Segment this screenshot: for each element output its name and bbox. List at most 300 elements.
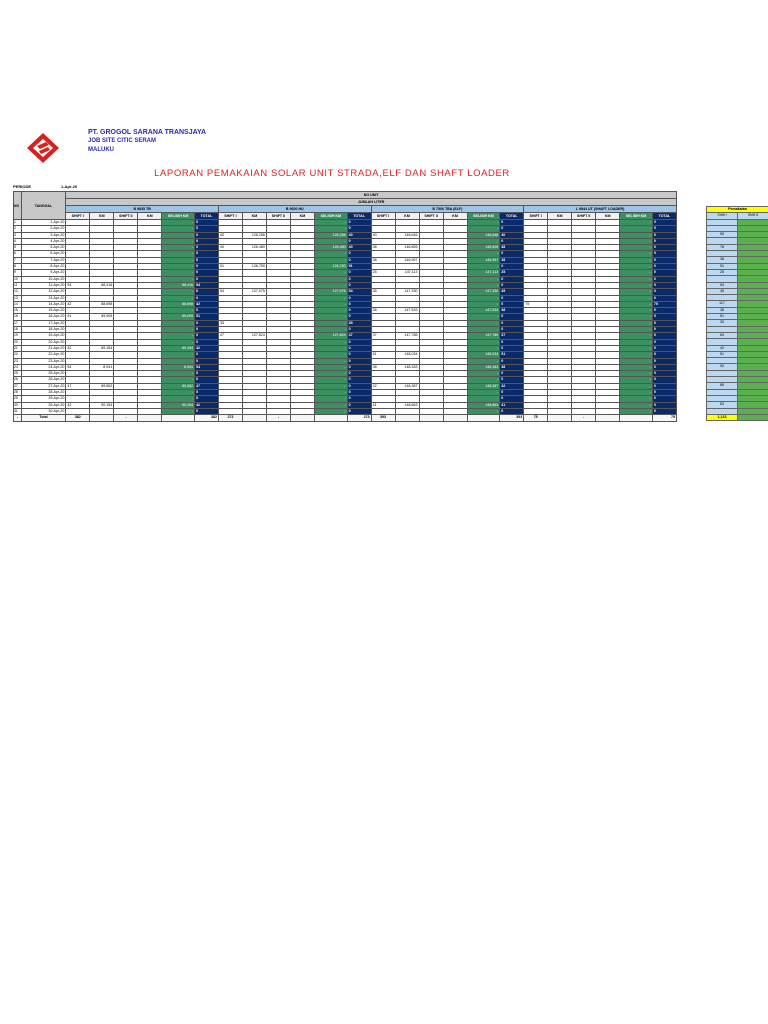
table-cell: 0 (347, 226, 371, 232)
table-cell: 0 (652, 264, 676, 270)
total-cell (242, 415, 266, 421)
period-value: 1-Apr-20 (61, 184, 78, 189)
row-number: 1 (14, 220, 22, 226)
total-cell: 75 (652, 415, 676, 421)
row-number: 26 (14, 377, 22, 383)
row-date: 26-Apr-20 (21, 377, 66, 383)
total-cell (395, 415, 419, 421)
table-cell: 0 (194, 295, 218, 301)
table-cell: - (162, 377, 195, 383)
table-cell: 146,957 (467, 257, 500, 263)
table-cell: - (314, 358, 347, 364)
row-number: 7 (14, 257, 22, 263)
table-cell: 0 (652, 377, 676, 383)
table-cell: - (467, 276, 500, 282)
table-cell: 0 (347, 364, 371, 370)
table-cell: 88,698 (90, 301, 114, 307)
table-cell: 0 (347, 371, 371, 377)
usage-value: 78 (707, 244, 738, 250)
table-cell: 148,387 (467, 383, 500, 389)
table-cell: - (620, 327, 653, 333)
column-subheader: SHIFT II (419, 213, 443, 220)
table-cell: 38 (500, 245, 524, 251)
table-cell: 0 (652, 282, 676, 288)
row-date: 15-Apr-20 (21, 308, 66, 314)
table-cell: 38 (500, 364, 524, 370)
table-cell: 40 (347, 245, 371, 251)
table-cell: 0 (500, 377, 524, 383)
usage-value: 1,123 (707, 414, 738, 420)
total-cell (314, 415, 347, 421)
table-cell: 0 (500, 238, 524, 244)
table-cell: - (162, 251, 195, 257)
table-cell: - (467, 264, 500, 270)
total-label: Total (21, 415, 66, 421)
table-cell: 147,113 (395, 270, 419, 276)
row-number: 21 (14, 345, 22, 351)
table-cell: 0 (347, 270, 371, 276)
row-number: 3 (14, 232, 22, 238)
table-cell: 0 (652, 295, 676, 301)
row-number: 27 (14, 383, 22, 389)
table-cell: 41 (371, 402, 395, 408)
table-cell: - (162, 371, 195, 377)
row-date: 11-Apr-20 (21, 282, 66, 288)
table-cell: 0 (500, 408, 524, 414)
row-date: 10-Apr-20 (21, 276, 66, 282)
table-cell: 75 (524, 301, 548, 307)
table-cell: 126,750 (242, 264, 266, 270)
usage-summary-panel (706, 206, 768, 421)
table-cell: 89,154 (162, 345, 195, 351)
usage-value: 89 (707, 383, 738, 389)
table-cell: - (620, 289, 653, 295)
usage-value: 45 (707, 288, 738, 294)
table-cell: 148,387 (395, 383, 419, 389)
table-cell: 0 (194, 408, 218, 414)
table-cell: - (467, 396, 500, 402)
table-cell: - (314, 238, 347, 244)
usage-value: 38 (707, 307, 738, 313)
table-cell: 0 (347, 257, 371, 263)
table-cell: - (162, 396, 195, 402)
table-cell: 0 (652, 383, 676, 389)
row-number: 9 (14, 270, 22, 276)
table-cell: 127,075 (242, 289, 266, 295)
table-cell: 146,646 (395, 232, 419, 238)
usage-row (707, 414, 768, 420)
row-date: 30-Apr-20 (21, 408, 66, 414)
table-cell: - (314, 383, 347, 389)
usage-value: 25 (707, 269, 738, 275)
row-date: 23-Apr-20 (21, 358, 66, 364)
table-cell: - (467, 226, 500, 232)
row-number: 11 (14, 282, 22, 288)
table-cell: - (620, 364, 653, 370)
table-cell: 51 (194, 314, 218, 320)
no-unit-header: NO UNIT (66, 192, 677, 199)
table-cell: 0 (652, 352, 676, 358)
table-cell: - (314, 314, 347, 320)
table-cell: 89,154 (90, 345, 114, 351)
usage-value: 35 (707, 320, 738, 326)
table-cell: 40 (347, 232, 371, 238)
usage-value: 51 (707, 263, 738, 269)
table-cell: - (467, 377, 500, 383)
table-cell: 0 (500, 251, 524, 257)
row-date: 25-Apr-20 (21, 371, 66, 377)
table-cell: 0 (652, 345, 676, 351)
row-date: 17-Apr-20 (21, 320, 66, 326)
table-cell: 0 (194, 358, 218, 364)
row-date: 12-Apr-20 (21, 289, 66, 295)
table-cell: - (314, 226, 347, 232)
table-cell: 0 (652, 358, 676, 364)
row-number: 28 (14, 390, 22, 396)
row-number: 17 (14, 320, 22, 326)
column-subheader: KM (596, 213, 620, 220)
row-number: 13 (14, 295, 22, 301)
table-cell: 0 (347, 345, 371, 351)
table-cell: - (467, 320, 500, 326)
table-cell: 0 (194, 276, 218, 282)
unit-header: B 9600 HU (218, 206, 371, 213)
table-cell: 148,183 (395, 364, 419, 370)
table-cell: 0 (347, 402, 371, 408)
row-date: 5-Apr-20 (21, 245, 66, 251)
row-date: 29-Apr-20 (21, 396, 66, 402)
liters-header: JUMLAH LITER (66, 199, 677, 206)
table-cell: 0 (500, 220, 524, 226)
table-cell: - (620, 301, 653, 307)
table-cell: 0 (347, 251, 371, 257)
column-subheader: KM (242, 213, 266, 220)
total-cell: 393 (371, 415, 395, 421)
total-row (14, 415, 677, 421)
row-number: 22 (14, 352, 22, 358)
table-cell: - (467, 282, 500, 288)
table-cell: 54 (218, 289, 242, 295)
total-cell: 382 (194, 415, 218, 421)
table-cell: 0 (652, 408, 676, 414)
table-cell: 0 (194, 264, 218, 270)
table-cell: - (314, 408, 347, 414)
usage-value: 51 (707, 314, 738, 320)
row-number: 19 (14, 333, 22, 339)
table-cell: 0 (347, 282, 371, 288)
report-header (26, 128, 486, 168)
table-cell: - (620, 352, 653, 358)
table-cell: - (162, 390, 195, 396)
column-subheader: SHIFT I (66, 213, 90, 220)
table-cell: 89,005 (162, 314, 195, 320)
table-cell: 0 (652, 232, 676, 238)
usage-value: 55 (707, 232, 738, 238)
table-cell: 0 (500, 276, 524, 282)
table-cell: - (620, 226, 653, 232)
row-date: 3-Apr-20 (21, 232, 66, 238)
table-cell: 0 (194, 390, 218, 396)
table-cell: 0 (652, 327, 676, 333)
column-subheader: TOTAL (194, 213, 218, 220)
column-subheader: SHIFT I (218, 213, 242, 220)
total-no-cell: - (14, 415, 22, 421)
table-cell: - (314, 396, 347, 402)
table-cell: - (314, 352, 347, 358)
row-number: 2 (14, 226, 22, 232)
table-cell: 0 (194, 289, 218, 295)
column-subheader: SHIFT II (266, 213, 290, 220)
table-cell: - (620, 345, 653, 351)
table-cell: 0 (194, 308, 218, 314)
table-cell: - (162, 276, 195, 282)
table-cell: 127,075 (314, 289, 347, 295)
table-cell: 40 (218, 232, 242, 238)
table-cell: 0 (652, 238, 676, 244)
table-cell: - (467, 220, 500, 226)
total-cell (419, 415, 443, 421)
column-subheader: KM (290, 213, 314, 220)
table-cell: - (162, 295, 195, 301)
table-cell: 127,624 (314, 333, 347, 339)
table-cell: 0 (500, 390, 524, 396)
column-subheader: SELISIH KM (467, 213, 500, 220)
row-number: 5 (14, 245, 22, 251)
row-number: 25 (14, 371, 22, 377)
table-cell: 40 (218, 245, 242, 251)
table-cell: 126,750 (314, 264, 347, 270)
unit-header: L 9844 UT (SHAFT LOADER) (524, 206, 677, 213)
report-title: LAPORAN PEMAKAIAN SOLAR UNIT STRADA,ELF DAN SHAFT LOADER (154, 168, 510, 179)
table-cell: 37 (500, 333, 524, 339)
row-date: 9-Apr-20 (21, 270, 66, 276)
table-cell: 47 (66, 383, 90, 389)
table-cell: 45 (500, 289, 524, 295)
table-cell: 148,663 (395, 402, 419, 408)
table-cell: - (620, 264, 653, 270)
table-cell: - (620, 220, 653, 226)
table-cell: 0 (652, 371, 676, 377)
column-subheader: TOTAL (652, 213, 676, 220)
table-cell: 0 (500, 320, 524, 326)
table-cell: - (620, 358, 653, 364)
table-cell: 0 (194, 327, 218, 333)
table-cell: - (314, 276, 347, 282)
table-cell: - (162, 308, 195, 314)
table-cell: - (162, 289, 195, 295)
table-cell: 147,330 (467, 289, 500, 295)
table-cell: - (467, 339, 500, 345)
table-cell: 42 (500, 383, 524, 389)
table-cell: 42 (194, 301, 218, 307)
table-cell: 0 (347, 238, 371, 244)
table-cell: 0 (500, 301, 524, 307)
total-cell: - (114, 415, 138, 421)
row-number: 30 (14, 402, 22, 408)
table-cell: - (314, 320, 347, 326)
table-cell: - (467, 358, 500, 364)
table-cell: - (162, 226, 195, 232)
usage-value: 117 (707, 301, 738, 307)
period-row (13, 184, 78, 189)
table-cell: - (162, 333, 195, 339)
usage-header: Pemakaian (707, 207, 768, 213)
table-cell: - (620, 257, 653, 263)
row-number: 23 (14, 358, 22, 364)
table-cell: 148,034 (395, 352, 419, 358)
table-cell: 0 (500, 282, 524, 288)
table-cell: - (314, 371, 347, 377)
table-cell: 90,154 (90, 402, 114, 408)
total-cell: 393 (500, 415, 524, 421)
table-cell: 54 (194, 364, 218, 370)
company-logo-icon (26, 132, 60, 164)
table-cell: 126,288 (314, 232, 347, 238)
table-cell: 0 (347, 390, 371, 396)
table-cell: 54 (194, 282, 218, 288)
total-cell: 75 (524, 415, 548, 421)
total-cell (620, 415, 653, 421)
table-cell: - (620, 295, 653, 301)
table-cell: 0 (652, 257, 676, 263)
table-cell: - (314, 220, 347, 226)
table-cell: - (620, 339, 653, 345)
row-date: 8-Apr-20 (21, 264, 66, 270)
table-cell: 146,957 (395, 257, 419, 263)
table-cell: - (162, 358, 195, 364)
company-region: MALUKU (88, 147, 114, 153)
table-cell: 51 (218, 264, 242, 270)
table-cell: 0 (652, 226, 676, 232)
table-cell: 47 (347, 333, 371, 339)
column-subheader: SELISIH KM (620, 213, 653, 220)
column-subheader: SHIFT II (114, 213, 138, 220)
table-cell: 35 (347, 320, 371, 326)
table-cell: - (620, 377, 653, 383)
table-cell: - (314, 308, 347, 314)
table-cell: - (620, 245, 653, 251)
table-cell: 0 (652, 314, 676, 320)
table-cell: 0 (652, 251, 676, 257)
header-row-sub (14, 213, 677, 220)
table-cell: - (314, 345, 347, 351)
row-date: 18-Apr-20 (21, 327, 66, 333)
table-cell: 126,288 (242, 232, 266, 238)
fuel-usage-table (13, 191, 677, 422)
table-cell: - (314, 377, 347, 383)
table-cell: 38 (371, 245, 395, 251)
table-cell: - (620, 408, 653, 414)
table-cell: 148,663 (467, 402, 500, 408)
table-cell: 38 (371, 364, 395, 370)
company-name: PT. GROGOL SARANA TRANSJAYA (88, 129, 207, 136)
table-cell: 146,826 (467, 245, 500, 251)
usage-value: 83 (707, 402, 738, 408)
column-subheader: KM (90, 213, 114, 220)
column-subheader: SHIFT I (524, 213, 548, 220)
row-date: 6-Apr-20 (21, 251, 66, 257)
table-cell: - (467, 301, 500, 307)
table-cell: 0 (652, 396, 676, 402)
row-date: 20-Apr-20 (21, 339, 66, 345)
row-date: 4-Apr-20 (21, 238, 66, 244)
table-cell: 0 (347, 295, 371, 301)
header-row-units (14, 206, 677, 213)
row-date: 28-Apr-20 (21, 390, 66, 396)
total-cell: - (572, 415, 596, 421)
usage-value-shift2 (738, 414, 768, 420)
table-cell: - (620, 251, 653, 257)
usage-subheader: Shift I (707, 213, 738, 219)
column-subheader: SHIFT II (572, 213, 596, 220)
column-subheader: KM (443, 213, 467, 220)
total-cell: 382 (66, 415, 90, 421)
row-number: 29 (14, 396, 22, 402)
table-cell: 0 (347, 276, 371, 282)
total-cell (290, 415, 314, 421)
row-number: 18 (14, 327, 22, 333)
table-cell: 0 (194, 238, 218, 244)
row-number: 24 (14, 364, 22, 370)
column-subheader: SELISIH KM (314, 213, 347, 220)
column-subheader: KM (395, 213, 419, 220)
table-cell: - (467, 295, 500, 301)
table-cell: 89,662 (90, 383, 114, 389)
total-cell (90, 415, 114, 421)
table-cell: - (620, 314, 653, 320)
table-cell: 0 (347, 327, 371, 333)
table-cell: - (620, 402, 653, 408)
table-cell: 126,480 (242, 245, 266, 251)
total-cell: - (266, 415, 290, 421)
table-cell: 147,786 (467, 333, 500, 339)
total-cell: 273 (218, 415, 242, 421)
table-cell: - (162, 245, 195, 251)
table-cell: 0 (347, 377, 371, 383)
table-cell: 40 (371, 232, 395, 238)
header-row-no-unit (14, 192, 677, 199)
table-cell: 0 (652, 220, 676, 226)
usage-value: 38 (707, 257, 738, 263)
table-cell: 38 (500, 308, 524, 314)
table-cell: 47 (218, 333, 242, 339)
table-cell: - (162, 327, 195, 333)
column-subheader: TOTAL (347, 213, 371, 220)
table-cell: 0 (652, 245, 676, 251)
total-cell (162, 415, 195, 421)
usage-value: 84 (707, 332, 738, 338)
table-cell: 0 (194, 270, 218, 276)
table-cell: 147,113 (467, 270, 500, 276)
table-cell: - (162, 232, 195, 238)
table-cell: - (620, 396, 653, 402)
table-cell: 0 (500, 327, 524, 333)
table-cell: 0 (194, 371, 218, 377)
table-cell: - (162, 264, 195, 270)
table-cell: 88,698 (162, 301, 195, 307)
table-cell: 0 (347, 339, 371, 345)
table-cell: 146,826 (395, 245, 419, 251)
row-number: 15 (14, 308, 22, 314)
table-cell: - (467, 371, 500, 377)
table-cell: - (620, 333, 653, 339)
table-cell: 0 (500, 339, 524, 345)
table-cell: - (620, 238, 653, 244)
table-cell: - (620, 232, 653, 238)
total-cell (443, 415, 467, 421)
table-cell: 0 (652, 320, 676, 326)
row-number: 31 (14, 408, 22, 414)
